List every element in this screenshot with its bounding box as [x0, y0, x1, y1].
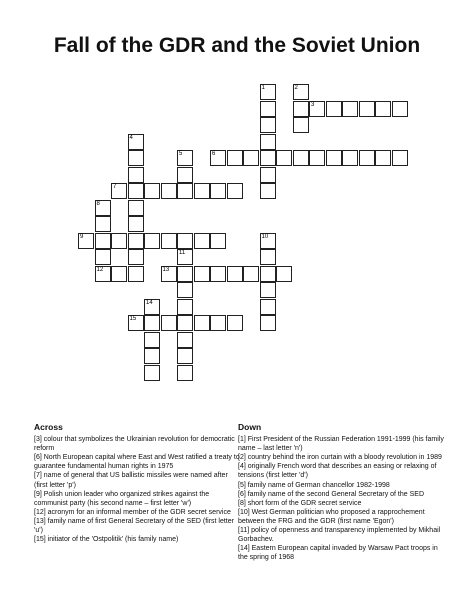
grid-cell[interactable] — [260, 183, 276, 199]
clue-number: 5 — [179, 151, 183, 157]
across-clue — [34, 435, 242, 453]
clue-number: 1 — [261, 85, 265, 91]
grid-cell[interactable] — [293, 117, 309, 133]
grid-cell[interactable] — [210, 315, 226, 331]
grid-cell[interactable] — [144, 315, 160, 331]
down-clue — [238, 462, 446, 480]
grid-cell[interactable] — [260, 266, 276, 282]
grid-cell[interactable] — [326, 101, 342, 117]
grid-cell[interactable] — [227, 150, 243, 166]
grid-cell[interactable] — [177, 167, 193, 183]
clue-number: 10 — [261, 233, 269, 240]
grid-cell[interactable] — [342, 150, 358, 166]
clue-number: 7 — [113, 184, 117, 190]
clue-text: short form of the GDR secret service — [245, 499, 362, 507]
grid-cell[interactable] — [95, 249, 111, 265]
across-heading: Across — [34, 422, 63, 432]
clue-text: initiator of the 'Ostpolitik' (his family name) — [45, 536, 179, 544]
grid-cell[interactable] — [95, 216, 111, 232]
across-clues — [34, 423, 242, 544]
clue-number: 9 — [80, 233, 84, 240]
grid-cell[interactable] — [128, 200, 144, 216]
grid-cell[interactable] — [309, 101, 325, 117]
grid-cell[interactable] — [177, 233, 193, 249]
grid-cell[interactable] — [210, 266, 226, 282]
grid-cell[interactable] — [144, 365, 160, 381]
grid-cell[interactable] — [128, 315, 144, 331]
grid-cell[interactable] — [359, 150, 375, 166]
grid-cell[interactable] — [392, 101, 408, 117]
grid-cell[interactable] — [293, 150, 309, 166]
clue-number: [13] — [34, 517, 46, 525]
grid-cell[interactable] — [177, 183, 193, 199]
grid-cell[interactable] — [194, 183, 210, 199]
clue-number: [4] — [238, 463, 246, 471]
clue-text: country behind the iron curtain with a bloody revolution in 1989 — [245, 454, 442, 462]
grid-cell[interactable] — [375, 101, 391, 117]
across-clue — [34, 535, 242, 544]
grid-cell[interactable] — [111, 233, 127, 249]
grid-cell[interactable] — [276, 266, 292, 282]
clue-text: policy of openness and transparency implemented by Mikhail Gorbachev. — [238, 527, 441, 544]
clue-number: [12] — [34, 508, 46, 516]
grid-cell[interactable] — [194, 315, 210, 331]
grid-cell[interactable] — [375, 150, 391, 166]
grid-cell[interactable] — [177, 299, 193, 315]
clue-text: First President of the Russian Federation 1991-1999 (his family name – last letter 'n') — [238, 436, 444, 453]
grid-cell[interactable] — [293, 101, 309, 117]
grid-cell[interactable] — [161, 183, 177, 199]
clue-number: [3] — [34, 436, 42, 444]
clue-text: West German politician who proposed a rapprochement between the FRG and the GDR (first name 'Egon') — [238, 508, 425, 525]
grid-cell[interactable] — [227, 183, 243, 199]
clue-text: name of general that US ballistic missiles were named after (first letter 'p') — [34, 472, 228, 489]
clue-number: 3 — [311, 101, 315, 108]
down-clue — [238, 499, 446, 508]
grid-cell[interactable] — [210, 233, 226, 249]
grid-cell[interactable] — [128, 183, 144, 199]
clue-text: colour that symbolizes the Ukrainian revolution for democratic reform — [34, 436, 235, 453]
grid-cell[interactable] — [260, 233, 276, 249]
grid-cell[interactable] — [342, 101, 358, 117]
clue-number: 13 — [162, 266, 170, 273]
grid-cell[interactable] — [144, 348, 160, 364]
down-clue — [238, 453, 446, 462]
grid-cell[interactable] — [326, 150, 342, 166]
down-clue — [238, 481, 446, 490]
down-clue — [238, 435, 446, 453]
down-clue — [238, 508, 446, 526]
clue-number: 2 — [294, 85, 298, 91]
grid-cell[interactable] — [144, 183, 160, 199]
down-clue — [238, 544, 446, 562]
grid-cell[interactable] — [128, 233, 144, 249]
across-clue — [34, 453, 242, 471]
clue-number: 15 — [129, 316, 137, 322]
grid-cell[interactable] — [128, 167, 144, 183]
clue-text: family name of the second General Secretary of the SED — [245, 490, 424, 498]
grid-cell[interactable] — [111, 266, 127, 282]
grid-cell[interactable] — [392, 150, 408, 166]
grid-cell[interactable] — [78, 233, 94, 249]
clue-number: 11 — [179, 250, 186, 256]
grid-cell[interactable] — [260, 84, 276, 100]
grid-cell[interactable] — [161, 233, 177, 249]
grid-cell[interactable] — [194, 266, 210, 282]
grid-cell[interactable] — [194, 233, 210, 249]
down-clue — [238, 490, 446, 499]
clue-number: [14] — [238, 545, 250, 553]
clue-number: [15] — [34, 536, 46, 544]
grid-cell[interactable] — [260, 117, 276, 133]
clue-text: acronym for an informal member of the GDR secret service — [45, 508, 231, 516]
clue-number: [11] — [238, 527, 250, 535]
grid-cell[interactable] — [177, 365, 193, 381]
grid-cell[interactable] — [161, 266, 177, 282]
grid-cell[interactable] — [276, 150, 292, 166]
clue-number: [2] — [238, 454, 246, 462]
grid-cell[interactable] — [161, 315, 177, 331]
grid-cell[interactable] — [293, 84, 309, 100]
across-clue — [34, 471, 242, 489]
grid-cell[interactable] — [260, 167, 276, 183]
clue-text: originally French word that describes an easing or relaxing of tensions (first letter 'd') — [238, 463, 437, 480]
clue-text: family name of first General Secretary of the SED (first letter 'u') — [34, 517, 234, 535]
across-clue — [34, 490, 242, 508]
clue-number: [6] — [34, 454, 42, 462]
grid-cell[interactable] — [260, 101, 276, 117]
grid-cell[interactable] — [177, 150, 193, 166]
down-clues — [238, 423, 446, 562]
grid-cell[interactable] — [95, 233, 111, 249]
clue-number: 12 — [96, 266, 104, 273]
clue-text: family name of German chancellor 1982-1998 — [245, 481, 390, 489]
clue-number: [8] — [238, 499, 246, 507]
clue-number: 8 — [96, 200, 100, 207]
grid-cell[interactable] — [260, 134, 276, 150]
grid-cell[interactable] — [260, 150, 276, 166]
clue-number: [7] — [34, 472, 42, 480]
grid-cell[interactable] — [210, 150, 226, 166]
grid-cell[interactable] — [144, 332, 160, 348]
grid-cell[interactable] — [260, 249, 276, 265]
grid-cell[interactable] — [128, 249, 144, 265]
clue-number: [5] — [238, 481, 246, 489]
grid-cell[interactable] — [260, 282, 276, 298]
grid-cell[interactable] — [177, 249, 193, 265]
grid-cell[interactable] — [177, 282, 193, 298]
grid-cell[interactable] — [359, 101, 375, 117]
grid-cell[interactable] — [177, 332, 193, 348]
grid-cell[interactable] — [309, 150, 325, 166]
grid-cell[interactable] — [260, 315, 276, 331]
clue-number: [9] — [34, 490, 42, 498]
grid-cell[interactable] — [177, 348, 193, 364]
clue-text: North European capital where East and West ratified a treaty to guarantee fundamental human rights in 1975 — [34, 454, 240, 471]
grid-cell[interactable] — [95, 200, 111, 216]
grid-cell[interactable] — [144, 233, 160, 249]
grid-cell[interactable] — [128, 216, 144, 232]
down-clue — [238, 526, 446, 544]
clue-text: Eastern European capital invaded by Warsaw Pact troops in the spring of 1968 — [238, 545, 438, 562]
grid-cell[interactable] — [95, 266, 111, 282]
puzzle-title: Fall of the GDR and the Soviet Union — [53, 34, 421, 57]
grid-cell[interactable] — [227, 266, 243, 282]
across-clue — [34, 508, 242, 517]
grid-cell[interactable] — [210, 183, 226, 199]
grid-cell[interactable] — [227, 315, 243, 331]
clue-number: [1] — [238, 436, 246, 444]
grid-cell[interactable] — [177, 266, 193, 282]
clue-text: Polish union leader who organized strikes against the communist party (his second name – first letter 'w') — [34, 490, 210, 507]
clue-number: [6] — [238, 490, 246, 498]
grid-cell[interactable] — [111, 183, 127, 199]
grid-cell[interactable] — [260, 299, 276, 315]
clue-number: 14 — [146, 299, 153, 306]
down-heading: Down — [238, 422, 262, 432]
grid-cell[interactable] — [128, 150, 144, 166]
across-clue — [34, 517, 242, 535]
grid-cell[interactable] — [243, 150, 259, 166]
clue-number: 6 — [212, 151, 216, 157]
grid-cell[interactable] — [144, 299, 160, 315]
grid-cell[interactable] — [243, 266, 259, 282]
grid-cell[interactable] — [177, 315, 193, 331]
grid-cell[interactable] — [128, 134, 144, 150]
grid-cell[interactable] — [128, 266, 144, 282]
clue-number: 4 — [129, 134, 133, 141]
clue-number: [10] — [238, 508, 250, 516]
